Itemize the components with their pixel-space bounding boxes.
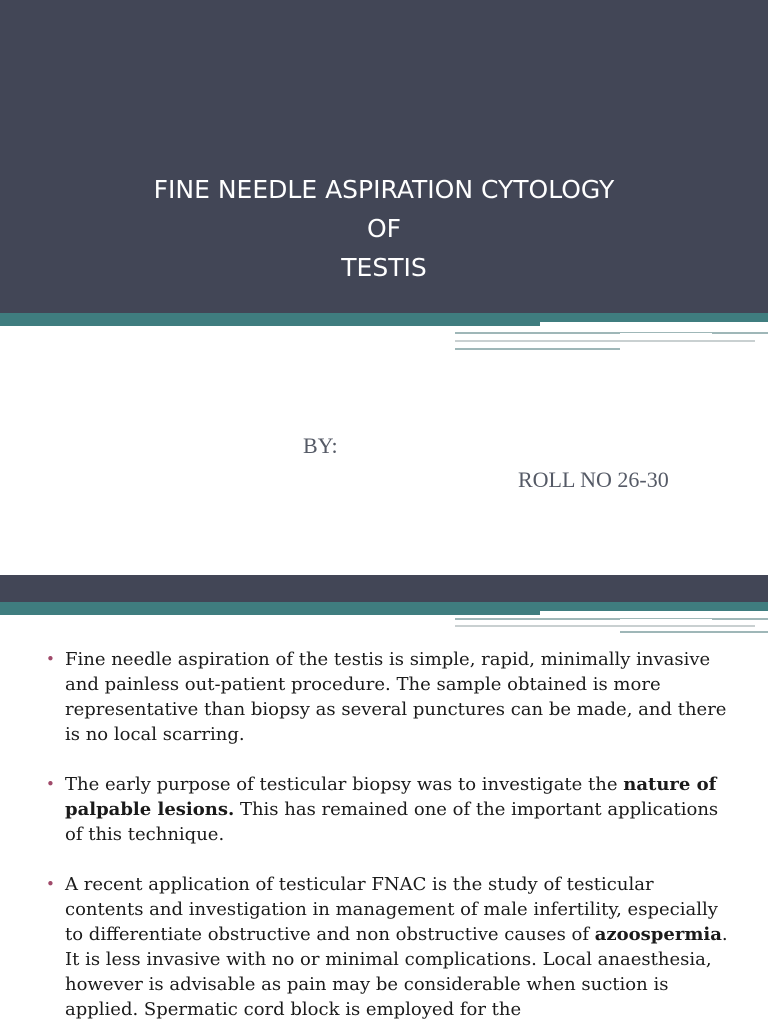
- bullet-marker: •: [46, 650, 55, 668]
- header-rule-3: [455, 340, 755, 342]
- slide-title: [0, 170, 768, 287]
- header-rule-4: [455, 348, 620, 350]
- by-label: BY:: [303, 433, 338, 458]
- bullet-text-after: This has remained one of the important applications of this technique.: [65, 799, 719, 845]
- content-rule-3: [455, 625, 755, 627]
- title-line-2: OF: [366, 214, 402, 243]
- bullet-bold-text: azoospermia: [594, 924, 722, 945]
- header-teal-stripe: [0, 313, 768, 322]
- bullet-text-after: . It is less invasive with no or minimal complications. Local anaesthesia, however is advisable as pain may be considerable when suction is applied. Spermatic cord block is employed for the: [65, 924, 728, 1020]
- content-slide: [0, 575, 768, 1024]
- content-rule-4: [620, 631, 768, 633]
- bullet-item: [0, 872, 768, 1022]
- title-line-1: FINE NEEDLE ASPIRATION CYTOLOGY: [153, 175, 615, 204]
- header-rule-1: [455, 332, 768, 334]
- content-rule-2: [620, 619, 712, 621]
- roll-number-label: ROLL NO 26-30: [518, 467, 669, 492]
- content-header-band: [0, 575, 768, 602]
- bullet-text: Fine needle aspiration of the testis is simple, rapid, minimally invasive and painless out-patient procedure. The sample obtained is more representative than biopsy as several punctures can be made, and there is no local scarring.: [65, 649, 727, 745]
- header-teal-stripe-lower: [0, 322, 540, 326]
- bullet-text: The early purpose of testicular biopsy was to investigate the: [65, 774, 624, 795]
- bullet-item: [0, 772, 768, 847]
- bullet-text: A recent application of testicular FNAC is the study of testicular contents and investigation in management of male infertility, especially to differentiate obstructive and non obstructive causes of: [65, 874, 718, 945]
- content-teal-stripe-lower: [0, 611, 540, 615]
- title-line-3: TESTIS: [341, 253, 427, 282]
- content-teal-stripe: [0, 602, 768, 611]
- bullet-marker: •: [46, 875, 55, 893]
- bullet-marker: •: [46, 775, 55, 793]
- bullet-item: [0, 647, 768, 747]
- bullet-list: [0, 647, 768, 1024]
- content-rule-1: [455, 618, 768, 620]
- header-rule-2: [620, 333, 712, 335]
- bullet-bold-text: nature of palpable lesions.: [65, 774, 717, 820]
